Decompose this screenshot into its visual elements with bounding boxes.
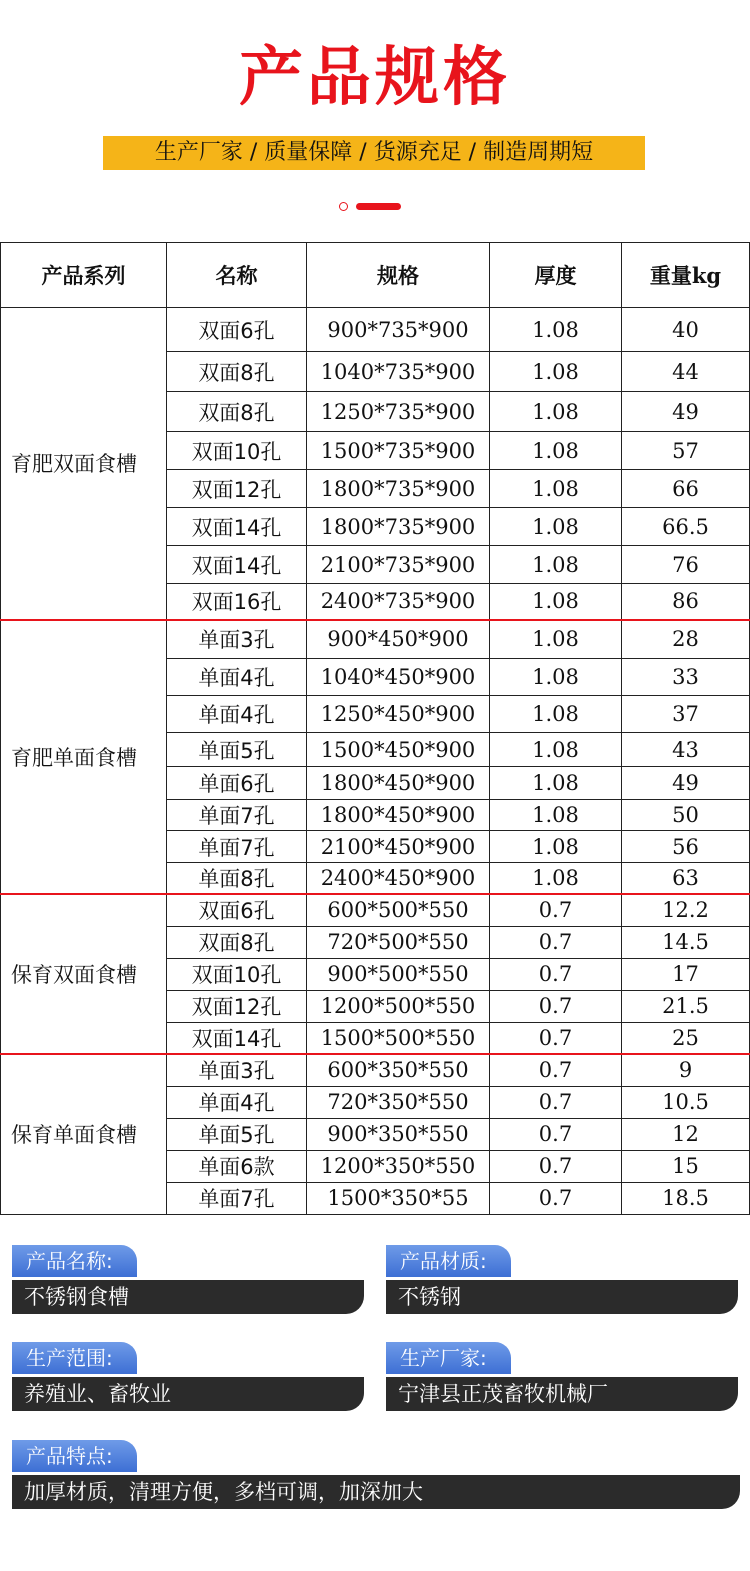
thickness-cell: 1.08 [490,767,622,800]
header-weight: 重量kg [622,243,750,308]
name-cell: 双面8孔 [167,352,307,392]
bar-dot-icon [356,203,401,210]
name-cell: 单面7孔 [167,1182,307,1214]
spec-cell: 1500*500*550 [307,1022,490,1054]
series-cell: 保育单面食槽 [1,1054,167,1214]
weight-cell: 40 [622,308,750,352]
table-body [1,308,750,1215]
spec-cell: 900*350*550 [307,1118,490,1150]
name-cell: 单面6孔 [167,767,307,800]
manufacturer-value: 宁津县正茂畜牧机械厂 [386,1377,738,1411]
thickness-cell: 1.08 [490,352,622,392]
weight-cell: 25 [622,1022,750,1054]
features-label: 产品特点: [12,1440,137,1472]
thickness-cell: 1.08 [490,584,622,620]
thickness-cell: 0.7 [490,958,622,990]
weight-cell: 49 [622,767,750,800]
page-title: 产品规格 [239,41,511,115]
series-cell: 育肥双面食槽 [1,308,167,620]
spec-cell: 1500*450*900 [307,733,490,767]
table-header-row [1,243,750,308]
name-cell: 单面3孔 [167,1054,307,1086]
header-thickness: 厚度 [490,243,622,308]
thickness-cell: 1.08 [490,508,622,546]
weight-cell: 56 [622,831,750,863]
name-cell: 单面7孔 [167,800,307,831]
weight-cell: 44 [622,352,750,392]
spec-cell: 1800*450*900 [307,767,490,800]
thickness-cell: 1.08 [490,432,622,470]
name-cell: 双面16孔 [167,584,307,620]
spec-cell: 900*450*900 [307,620,490,659]
spec-cell: 1200*500*550 [307,990,490,1022]
thickness-cell: 1.08 [490,470,622,508]
weight-cell: 50 [622,800,750,831]
spec-cell: 900*735*900 [307,308,490,352]
thickness-cell: 1.08 [490,546,622,584]
weight-cell: 43 [622,733,750,767]
scope-value: 养殖业、畜牧业 [12,1377,364,1411]
manufacturer-block [386,1342,738,1414]
thickness-cell: 1.08 [490,392,622,432]
spec-cell: 1800*450*900 [307,800,490,831]
table-row [1,620,750,659]
thickness-cell: 0.7 [490,1118,622,1150]
series-cell: 保育双面食槽 [1,894,167,1054]
name-cell: 双面14孔 [167,546,307,584]
spec-cell: 1500*350*55 [307,1182,490,1214]
spec-cell: 720*500*550 [307,926,490,958]
weight-cell: 15 [622,1150,750,1182]
name-cell: 双面6孔 [167,308,307,352]
thickness-cell: 1.08 [490,800,622,831]
material-block [386,1245,738,1317]
name-cell: 单面4孔 [167,1086,307,1118]
name-cell: 单面6款 [167,1150,307,1182]
ring-dot-icon [339,202,348,211]
table-row [1,894,750,926]
scope-label: 生产范围: [12,1342,137,1374]
weight-cell: 86 [622,584,750,620]
thickness-cell: 0.7 [490,1182,622,1214]
features-block [12,1440,740,1512]
spec-cell: 600*500*550 [307,894,490,926]
thickness-cell: 0.7 [490,894,622,926]
thickness-cell: 0.7 [490,1054,622,1086]
thickness-cell: 1.08 [490,863,622,895]
name-cell: 双面8孔 [167,392,307,432]
spec-cell: 2400*450*900 [307,863,490,895]
spec-cell: 1250*735*900 [307,392,490,432]
name-cell: 双面10孔 [167,958,307,990]
thickness-cell: 0.7 [490,1022,622,1054]
spec-cell: 1500*735*900 [307,432,490,470]
material-value: 不锈钢 [386,1280,738,1314]
manufacturer-label: 生产厂家: [386,1342,511,1374]
weight-cell: 21.5 [622,990,750,1022]
weight-cell: 63 [622,863,750,895]
thickness-cell: 0.7 [490,1086,622,1118]
product-name-value: 不锈钢食槽 [12,1280,364,1314]
name-cell: 单面7孔 [167,831,307,863]
header-series: 产品系列 [1,243,167,308]
thickness-cell: 0.7 [490,1150,622,1182]
weight-cell: 76 [622,546,750,584]
features-value: 加厚材质，清理方便，多档可调，加深加大 [12,1475,740,1509]
name-cell: 单面4孔 [167,696,307,733]
table-row [1,308,750,352]
spec-cell: 1040*735*900 [307,352,490,392]
name-cell: 单面5孔 [167,733,307,767]
name-cell: 双面12孔 [167,990,307,1022]
spec-cell: 1250*450*900 [307,696,490,733]
spec-cell: 2400*735*900 [307,584,490,620]
weight-cell: 66 [622,470,750,508]
spec-cell: 1800*735*900 [307,470,490,508]
weight-cell: 28 [622,620,750,659]
spec-cell: 2100*735*900 [307,546,490,584]
table-row [1,1054,750,1086]
name-cell: 双面14孔 [167,508,307,546]
spec-cell: 600*350*550 [307,1054,490,1086]
spec-cell: 1040*450*900 [307,659,490,696]
weight-cell: 12.2 [622,894,750,926]
weight-cell: 49 [622,392,750,432]
thickness-cell: 1.08 [490,831,622,863]
material-label: 产品材质: [386,1245,511,1277]
name-cell: 双面8孔 [167,926,307,958]
thickness-cell: 0.7 [490,990,622,1022]
thickness-cell: 1.08 [490,308,622,352]
name-cell: 单面8孔 [167,863,307,895]
spec-cell: 1800*735*900 [307,508,490,546]
weight-cell: 33 [622,659,750,696]
weight-cell: 14.5 [622,926,750,958]
product-name-block [12,1245,364,1317]
name-cell: 双面14孔 [167,1022,307,1054]
spec-cell: 720*350*550 [307,1086,490,1118]
spec-cell: 1200*350*550 [307,1150,490,1182]
spec-table [0,242,750,1215]
weight-cell: 12 [622,1118,750,1150]
header-spec: 规格 [307,243,490,308]
weight-cell: 18.5 [622,1182,750,1214]
thickness-cell: 0.7 [490,926,622,958]
scope-block [12,1342,364,1414]
thickness-cell: 1.08 [490,696,622,733]
spec-cell: 900*500*550 [307,958,490,990]
name-cell: 双面6孔 [167,894,307,926]
thickness-cell: 1.08 [490,659,622,696]
weight-cell: 57 [622,432,750,470]
spec-cell: 2100*450*900 [307,831,490,863]
name-cell: 双面10孔 [167,432,307,470]
name-cell: 单面4孔 [167,659,307,696]
thickness-cell: 1.08 [490,620,622,659]
weight-cell: 37 [622,696,750,733]
weight-cell: 17 [622,958,750,990]
name-cell: 单面3孔 [167,620,307,659]
weight-cell: 66.5 [622,508,750,546]
tagline-banner: 生产厂家 / 质量保障 / 货源充足 / 制造周期短 [103,136,645,170]
name-cell: 单面5孔 [167,1118,307,1150]
weight-cell: 10.5 [622,1086,750,1118]
header-name: 名称 [167,243,307,308]
thickness-cell: 1.08 [490,733,622,767]
product-name-label: 产品名称: [12,1245,137,1277]
weight-cell: 9 [622,1054,750,1086]
divider-decoration [339,200,409,212]
series-cell: 育肥单面食槽 [1,620,167,895]
name-cell: 双面12孔 [167,470,307,508]
